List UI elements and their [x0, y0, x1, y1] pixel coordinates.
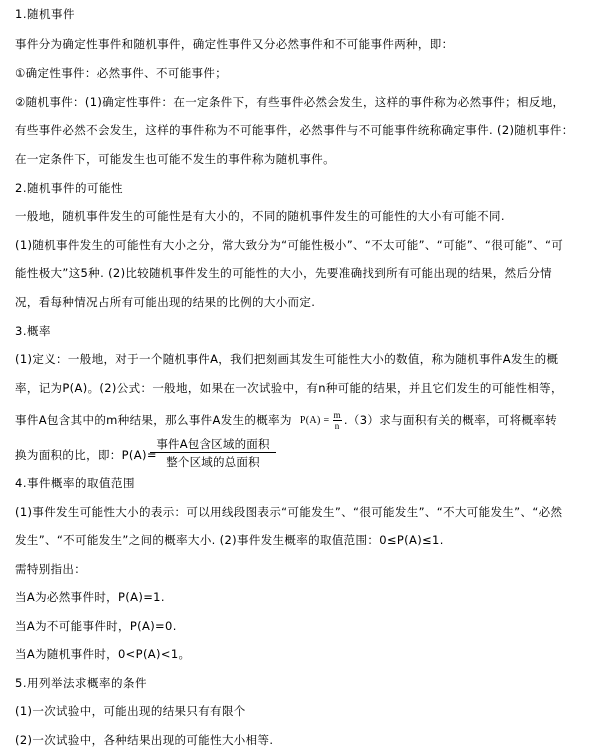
paragraph-line: 发生”、“不可能发生”之间的概率大小. (2)事件发生概率的取值范围：0≤P(A)≤1. [15, 533, 444, 547]
fraction-numerator: m [333, 410, 341, 420]
paragraph-line: 率，记为P(A)。(2)公式：一般地，如果在一次试验中，有n种可能的结果，并且它们发生的可能性相等， [15, 381, 563, 395]
paragraph-line: (1)一次试验中，可能出现的结果只有有限个 [15, 704, 246, 718]
section-heading-4: 4.事件概率的取值范围 [15, 476, 135, 490]
paragraph-line: 当A为必然事件时，P(A)=1. [15, 590, 165, 604]
section-heading-2: 2.随机事件的可能性 [15, 181, 123, 195]
section-heading-5: 5.用列举法求概率的条件 [15, 676, 147, 690]
fraction-period: . [343, 413, 348, 427]
probability-lhs: P(A) = [299, 414, 330, 426]
paragraph-line: (2)一次试验中，各种结果出现的可能性大小相等. [15, 733, 274, 747]
paragraph-line: ②随机事件：(1)确定性事件：在一定条件下，有些事件必然会发生，这样的事件称为必然事件；相反地， [15, 95, 565, 109]
paragraph-line: 换为面积的比，即：P(A)= [15, 448, 157, 462]
paragraph-line: 需特别指出： [15, 562, 87, 576]
paragraph-line: 一般地，随机事件发生的可能性是有大小的，不同的随机事件发生的可能性的大小有可能不同. [15, 209, 505, 223]
formula-line-text: 事件A包含其中的m种结果，那么事件A发生的概率为 [15, 413, 292, 427]
probability-fraction [333, 410, 342, 431]
section-heading-3: 3.概率 [15, 324, 51, 338]
fraction-denominator: n [334, 421, 340, 431]
area-fraction-numerator: 事件A包含区域的面积 [150, 437, 276, 453]
paragraph-line-with-formula [15, 410, 611, 431]
paragraph-line: ①确定性事件：必然事件、不可能事件； [15, 66, 228, 80]
paragraph-line: (1)定义：一般地，对于一个随机事件A，我们把刻画其发生可能性大小的数值，称为随机事件A发生的概 [15, 352, 559, 366]
paragraph-line: 有些事件必然不会发生，这样的事件称为不可能事件，必然事件与不可能事件统称确定事件. (2)随机事件： [15, 123, 574, 137]
paragraph-line: 当A为不可能事件时，P(A)=0. [15, 619, 177, 633]
formula-line-tail: （3）求与面积有关的概率，可将概率转 [347, 413, 558, 427]
paragraph-line: (1)事件发生可能性大小的表示：可以用线段图表示“可能发生”、“很可能发生”、“不大可能发生”、“必然 [15, 505, 563, 519]
paragraph-line: 况，看每种情况占所有可能出现的结果的比例的大小而定. [15, 295, 316, 309]
paragraph-line: 能性极大”这5种. (2)比较随机事件发生的可能性的大小，先要准确找到所有可能出现的结果，然后分情 [15, 266, 553, 280]
area-fraction-denominator: 整个区域的总面积 [166, 455, 260, 469]
paragraph-line: 在一定条件下，可能发生也可能不发生的事件称为随机事件。 [15, 152, 335, 166]
section-heading-1: 1.随机事件 [15, 7, 75, 21]
paragraph-line: 当A为随机事件时，0<P(A)<1。 [15, 647, 191, 661]
paragraph-line: 事件分为确定性事件和随机事件，确定性事件又分必然事件和不可能事件两种，即： [15, 37, 454, 51]
paragraph-line: (1)随机事件发生的可能性有大小之分，常大致分为“可能性极小”、“不太可能”、“可能”、“很可能”、“可 [15, 238, 564, 252]
